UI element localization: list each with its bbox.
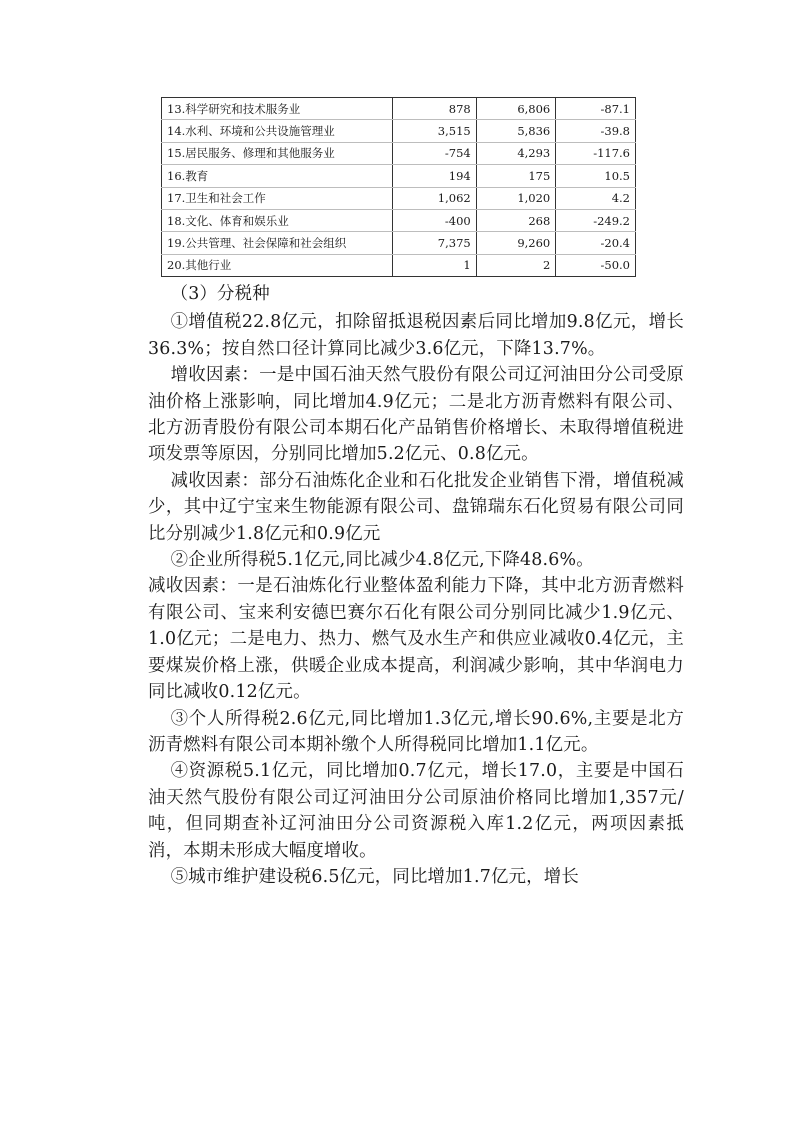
table-row (162, 98, 636, 120)
row-value-previous: 268 (476, 209, 556, 231)
row-industry-name: 18.文化、体育和娱乐业 (162, 209, 393, 231)
row-value-current: -754 (393, 142, 476, 164)
row-industry-name: 19.公共管理、社会保障和社会组织 (162, 232, 393, 254)
row-change-percent: -39.8 (556, 120, 636, 142)
row-value-current: -400 (393, 209, 476, 231)
row-change-percent: -50.0 (556, 254, 636, 276)
row-change-percent: -87.1 (556, 98, 636, 120)
paragraph-personal-income-tax: ③个人所得税2.6亿元,同比增加1.3亿元,增长90.6%,主要是北方沥青燃料有限公司本期补缴个人所得税同比增加1.1亿元。 (148, 708, 684, 755)
table-row (162, 187, 636, 209)
paragraph-vat: ①增值税22.8亿元，扣除留抵退税因素后同比增加9.8亿元，增长36.3%；按自然口径计算同比减少3.6亿元，下降13.7%。 (148, 312, 684, 359)
section-heading: （3）分税种 (170, 284, 270, 304)
row-change-percent: -117.6 (556, 142, 636, 164)
paragraph-resource-tax: ④资源税5.1亿元，同比增加0.7亿元，增长17.0，主要是中国石油天然气股份有限公司辽河油田分公司原油价格同比增加1,357元/吨，但同期查补辽河油田分公司资源税入库1.2亿元，两项因素抵消，本期未形成大幅度增收。 (148, 761, 684, 861)
row-value-previous: 9,260 (476, 232, 556, 254)
table-row (162, 165, 636, 187)
row-value-current: 194 (393, 165, 476, 187)
table-row (162, 120, 636, 142)
table-row (162, 232, 636, 254)
paragraph-corporate-income-tax: ②企业所得税5.1亿元,同比减少4.8亿元,下降48.6%。 (170, 550, 594, 571)
paragraph-cit-decrease-factors: 减收因素：一是石油炼化行业整体盈利能力下降，其中北方沥青燃料有限公司、宝来利安德巴赛尔石化有限公司分别同比减少1.9亿元、1.0亿元；二是电力、热力、燃气及水生产和供应业减收0.4亿元，主要煤炭价格上涨，供暖企业成本提高，利润减少影响，其中华润电力同比减收0.12亿元。 (148, 576, 684, 703)
row-change-percent: -20.4 (556, 232, 636, 254)
paragraph-vat-decrease-factors: 减收因素：部分石油炼化企业和石化批发企业销售下滑，增值税减少，其中辽宁宝来生物能源有限公司、盘锦瑞东石化贸易有限公司同比分别减少1.8亿元和0.9亿元 (148, 470, 684, 544)
row-industry-name: 15.居民服务、修理和其他服务业 (162, 142, 393, 164)
row-value-previous: 1,020 (476, 187, 556, 209)
row-value-previous: 4,293 (476, 142, 556, 164)
row-value-previous: 5,836 (476, 120, 556, 142)
paragraph-vat-increase-factors: 增收因素：一是中国石油天然气股份有限公司辽河油田分公司受原油价格上涨影响，同比增加4.9亿元；二是北方沥青燃料有限公司、北方沥青股份有限公司本期石化产品销售价格增长、未取得增值税进项发票等原因，分别同比增加5.2亿元、0.8亿元。 (148, 365, 684, 465)
row-industry-name: 14.水利、环境和公共设施管理业 (162, 120, 393, 142)
paragraph-urban-maintenance-tax: ⑤城市维护建设税6.5亿元，同比增加1.7亿元，增长 (170, 866, 579, 887)
row-value-previous: 6,806 (476, 98, 556, 120)
row-value-previous: 175 (476, 165, 556, 187)
row-value-current: 3,515 (393, 120, 476, 142)
body-text (148, 281, 684, 890)
row-industry-name: 16.教育 (162, 165, 393, 187)
row-value-current: 1,062 (393, 187, 476, 209)
row-industry-name: 13.科学研究和技术服务业 (162, 98, 393, 120)
row-change-percent: 10.5 (556, 165, 636, 187)
industry-tax-table (161, 97, 636, 277)
row-value-current: 878 (393, 98, 476, 120)
row-value-previous: 2 (476, 254, 556, 276)
row-value-current: 1 (393, 254, 476, 276)
row-change-percent: 4.2 (556, 187, 636, 209)
table-row (162, 209, 636, 231)
row-change-percent: -249.2 (556, 209, 636, 231)
row-industry-name: 20.其他行业 (162, 254, 393, 276)
table-row (162, 254, 636, 276)
table-row (162, 142, 636, 164)
row-value-current: 7,375 (393, 232, 476, 254)
row-industry-name: 17.卫生和社会工作 (162, 187, 393, 209)
